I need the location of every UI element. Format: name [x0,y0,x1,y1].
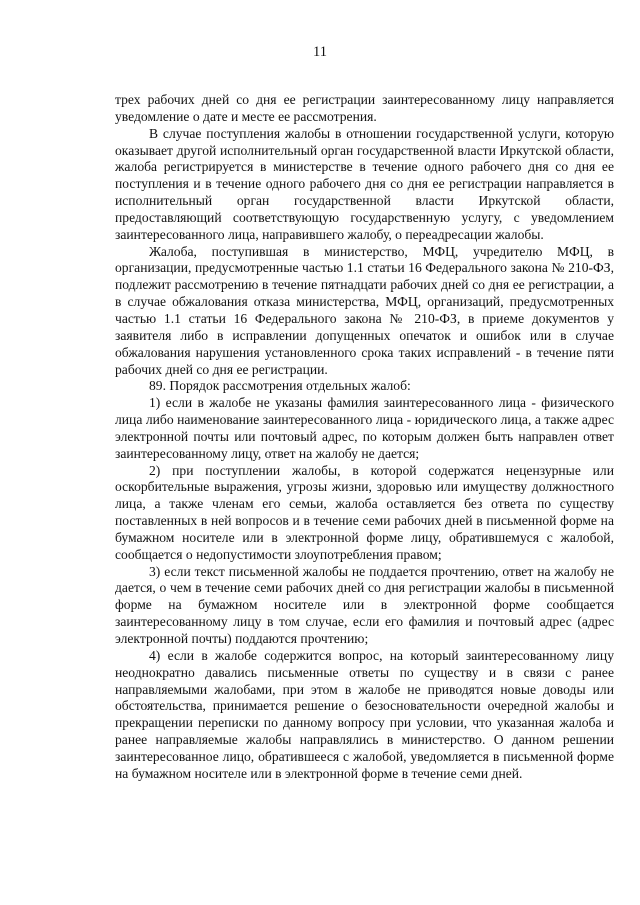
list-item-3: 3) если текст письменной жалобы не поддается прочтению, ответ на жалобу не дается, о чем в течение семи рабочих дней со дня регистрации жалобы в письменной форме на бумажном носителе или в электронной форме сообщается заинтересованному лицу в том случае, если его фамилия и почтовый адрес (адрес электронной почты) поддаются прочтению; [115,563,614,646]
paragraph-section-89-heading: 89. Порядок рассмотрения отдельных жалоб: [149,378,411,394]
paragraph-redirect-complaint: В случае поступления жалобы в отношении государственной услуги, которую оказывает другой исполнительный орган государственной власти Иркутской области, жалоба регистрируется в министерстве в течение одного рабочего дня со дня ее поступления и в течение одного рабочего дня со дня ее регистрации направляется в исполнительный орган государственной власти Иркутской области, предоставляющий соответствующую государственную услугу, с уведомлением заинтересованного лица, направившего жалобу, о переадресации жалобы. [115,125,614,242]
list-item-1: 1) если в жалобе не указаны фамилия заинтересованного лица - физического лица либо наименование заинтересованного лица - юридического лица, а также адрес электронной почты или почтовый адрес, по которым должен быть направлен ответ заинтересованному лицу, ответ на жалобу не дается; [115,395,614,461]
page-number: 11 [313,44,327,60]
body-text [115,92,614,783]
list-item-4: 4) если в жалобе содержится вопрос, на который заинтересованному лицу неоднократно давались письменные ответы по существу и в связи с ранее направляемыми жалобами, при этом в жалобе не приводятся новые доводы или обстоятельства, принимается решение о безосновательности очередной жалобы и прекращении переписки по данному вопросу при условии, что указанная жалоба и ранее направляемые жалобы направлялись в министерство. О данном решении заинтересованное лицо, обратившееся с жалобой, уведомляется в письменной форме на бумажном носителе или в электронной форме в течение семи дней. [115,647,614,781]
paragraph-continuation: трех рабочих дней со дня ее регистрации заинтересованному лицу направляется уведомление о дате и месте ее рассмотрения. [115,92,614,124]
list-item-2: 2) при поступлении жалобы, в которой содержатся нецензурные или оскорбительные выражения, угрозы жизни, здоровью или имуществу должностного лица, а также членам его семьи, жалоба оставляется без ответа по существу поставленных в ней вопросов и в течение семи рабочих дней в письменной форме на бумажном носителе или в электронной форме лицу, обратившемуся с жалобой, сообщается о недопустимости злоупотребления правом; [115,462,614,562]
paragraph-review-period: Жалоба, поступившая в министерство, МФЦ, учредителю МФЦ, в организации, предусмотренные частью 1.1 статьи 16 Федерального закона № 210-ФЗ, подлежит рассмотрению в течение пятнадцати рабочих дней со дня ее регистрации, а в случае обжалования отказа министерства, МФЦ, организаций, предусмотренных частью 1.1 статьи 16 Федерального закона № 210-ФЗ, в приеме документов у заявителя либо в исправлении допущенных опечаток и ошибок или в случае обжалования нарушения установленного срока таких исправлений - в течение пяти рабочих дней со дня ее регистрации. [115,243,614,377]
